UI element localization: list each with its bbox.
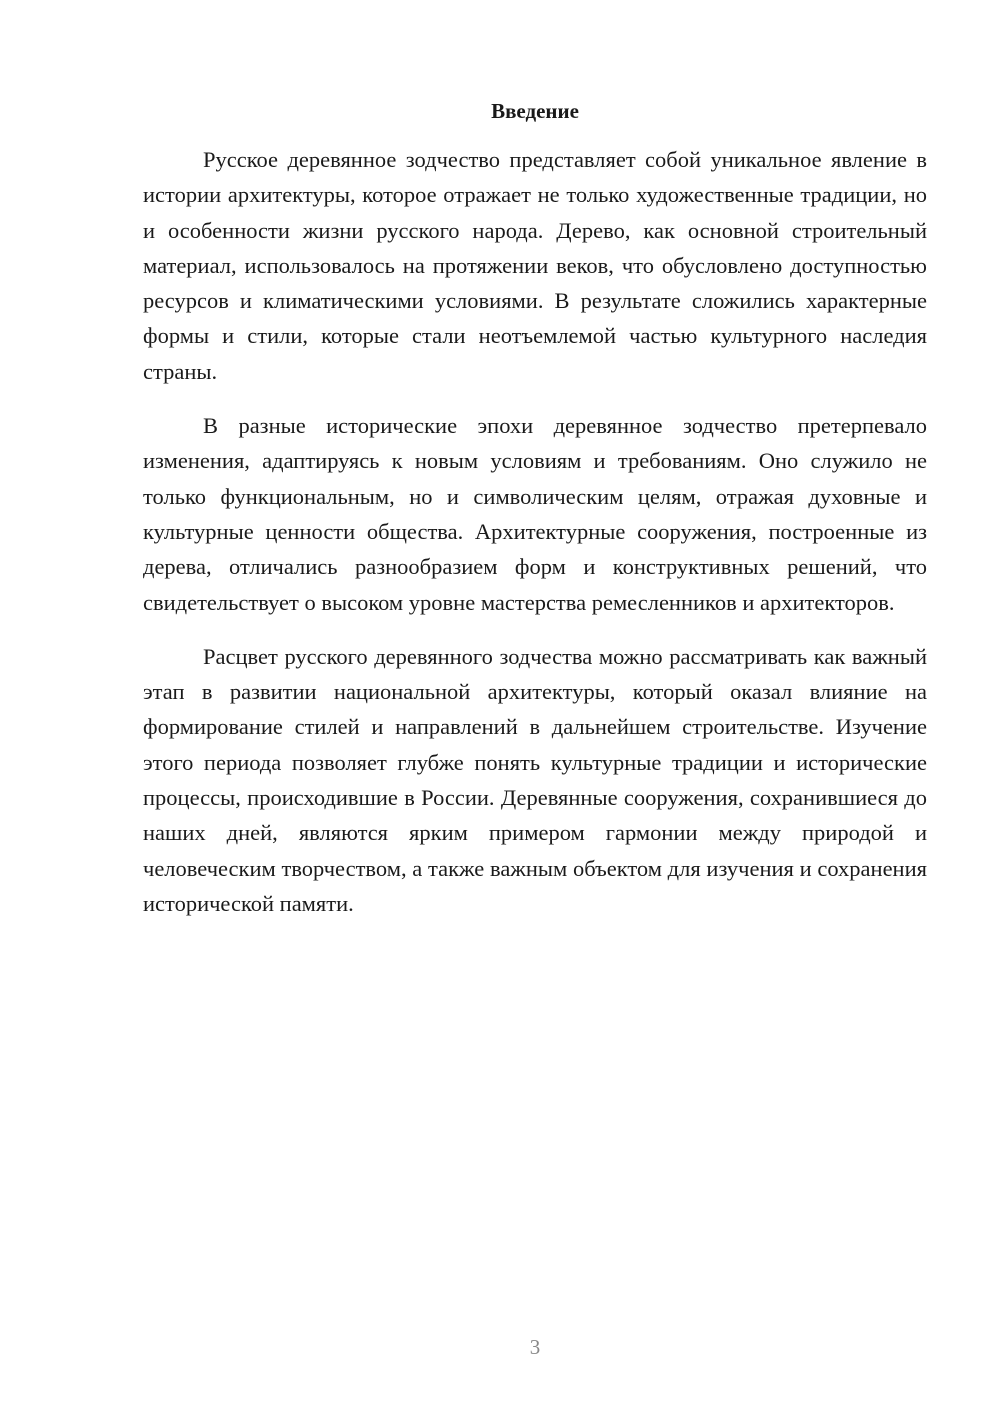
paragraph-1: Русское деревянное зодчество представляет собой уникальное явление в истории архитектуры, которое отражает не только художественные традиции, но и особенности жизни русского народа. Дерево, как основной строительный материал, использовалось на протяжении веков, что обусловлено доступностью ресурсов и климатическими условиями. В результате сложились характерные формы и стили, которые стали неотъемлемой частью культурного наследия страны.	[143, 147, 927, 384]
document-body	[143, 142, 927, 940]
paragraph-2: В разные исторические эпохи деревянное зодчество претерпевало изменения, адаптируясь к новым условиям и требованиям. Оно служило не только функциональным, но и символическим целям, отражая духовные и культурные ценности общества. Архитектурные сооружения, построенные из дерева, отличались разнообразием форм и конструктивных решений, что свидетельствует о высоком уровне мастерства ремесленников и архитекторов.	[143, 413, 927, 615]
section-heading: Введение	[491, 99, 579, 123]
page-number: 3	[529, 1335, 541, 1359]
paragraph-3: Расцвет русского деревянного зодчества можно рассматривать как важный этап в развитии национальной архитектуры, который оказал влияние на формирование стилей и направлений в дальнейшем строительстве. Изучение этого периода позволяет глубже понять культурные традиции и исторические процессы, происходившие в России. Деревянные сооружения, сохранившиеся до наших дней, являются ярким примером гармонии между природой и человеческим творчеством, а также важным объектом для изучения и сохранения исторической памяти.	[143, 643, 927, 916]
